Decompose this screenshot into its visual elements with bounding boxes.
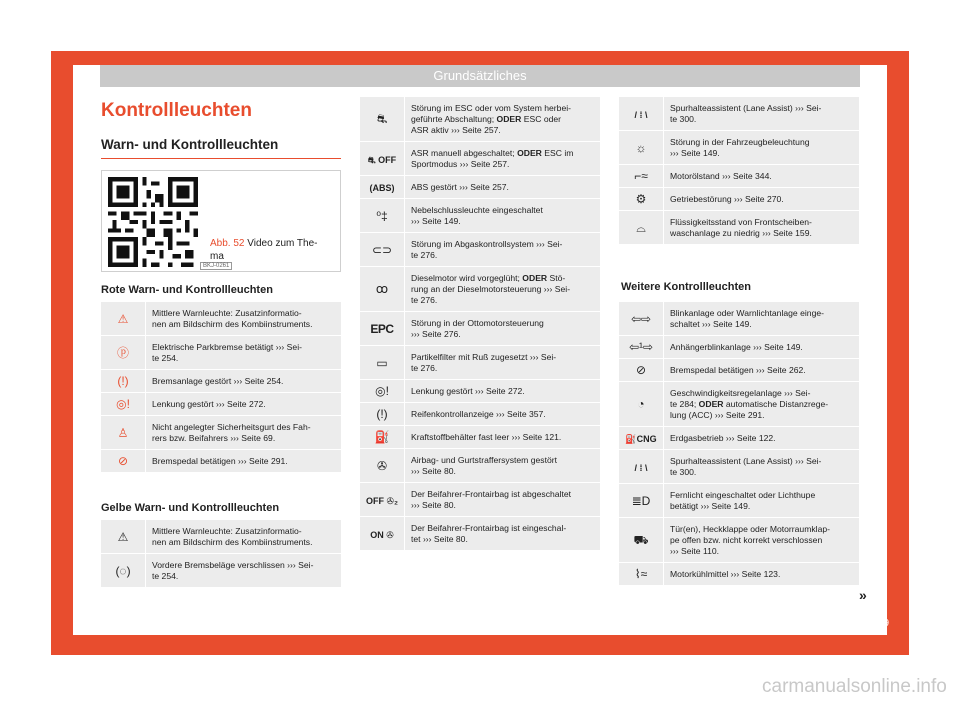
light-description: Tür(en), Heckklappe oder Motorraumklap- pe offen bzw. nicht korrekt verschlossen ››› Seite 110. xyxy=(670,523,830,556)
light-description: ABS gestört ››› Seite 257. xyxy=(411,181,509,192)
icon-cell xyxy=(619,211,664,244)
brake-pedal-icon: ⊘ xyxy=(635,363,647,377)
icon-cell xyxy=(619,97,664,130)
table-row xyxy=(619,302,859,335)
warning-triangle-icon: ⚠ xyxy=(117,311,129,326)
table-right-lights xyxy=(619,96,859,245)
light-description: Erdgasbetrieb ››› Seite 122. xyxy=(670,432,776,443)
table-row xyxy=(360,312,600,345)
table-row xyxy=(360,403,600,425)
table-row xyxy=(360,233,600,266)
washer-fluid-icon: ⌓ xyxy=(636,220,646,235)
cruise-control-icon: ◔ xyxy=(637,397,645,411)
icon-cell xyxy=(619,188,664,210)
exhaust-system-icon: ⊂⊃ xyxy=(371,242,393,257)
steering-fault-icon: ◎! xyxy=(375,384,389,398)
running-header: Grundsätzliches xyxy=(100,65,860,87)
table-row xyxy=(360,142,600,175)
light-description: Partikelfilter mit Ruß zugesetzt ››› Sei- te 276. xyxy=(411,351,557,373)
icon-cell xyxy=(360,517,405,550)
icon-cell xyxy=(619,427,664,449)
abs-icon: (ABS) xyxy=(369,183,395,193)
icon-cell xyxy=(101,554,146,587)
continue-mark: » xyxy=(859,587,867,603)
light-description: Spurhalteassistent (Lane Assist) ››› Sei- te 300. xyxy=(670,455,822,477)
table-row xyxy=(101,450,341,472)
light-description: Bremsanlage gestört ››› Seite 254. xyxy=(152,375,284,386)
table-row xyxy=(360,380,600,402)
glow-plug-icon: ꝏ xyxy=(375,282,389,296)
page-title: Kontrollleuchten xyxy=(101,100,252,121)
watermark: carmanualsonline.info xyxy=(762,676,947,697)
light-description: Der Beifahrer-Frontairbag ist abgeschaltet ››› Seite 80. xyxy=(411,488,572,510)
light-description: Nicht angelegter Sicherheitsgurt des Fah- rers bzw. Beifahrers ››› Seite 69. xyxy=(152,421,311,443)
table-yellow-lights xyxy=(101,519,341,588)
icon-cell xyxy=(360,267,405,311)
steering-fault-icon: ◎! xyxy=(116,397,130,411)
parking-brake-icon: ⓟ xyxy=(116,345,129,360)
light-description: Bremspedal betätigen ››› Seite 291. xyxy=(152,455,288,466)
table-row xyxy=(101,416,341,449)
esc-icon: ⛐ xyxy=(376,112,388,126)
icon-cell xyxy=(360,142,405,175)
icon-cell xyxy=(619,302,664,335)
light-description: Lenkung gestört ››› Seite 272. xyxy=(411,385,525,396)
brake-pedal-icon: ⊘ xyxy=(117,454,129,468)
epc-icon: EPC xyxy=(370,321,394,336)
table-row xyxy=(619,450,859,483)
fuel-icon: ⛽ xyxy=(374,430,390,444)
passenger-airbag-off-icon: OFF ✇₂ xyxy=(365,495,399,506)
table-row xyxy=(619,165,859,187)
light-description: Fernlicht eingeschaltet oder Lichthupe betätigt ››› Seite 149. xyxy=(670,489,816,511)
coolant-icon: ⌇≈ xyxy=(634,567,648,581)
light-description: Mittlere Warnleuchte: Zusatzinformatio- nen am Bildschirm des Kombiinstruments. xyxy=(152,307,313,329)
icon-cell xyxy=(360,97,405,141)
table-row xyxy=(619,336,859,358)
light-description: Nebelschlussleuchte eingeschaltet ››› Seite 149. xyxy=(411,204,543,226)
icon-cell xyxy=(360,483,405,516)
icon-cell xyxy=(360,449,405,482)
icon-cell xyxy=(619,450,664,483)
light-description: Motorölstand ››› Seite 344. xyxy=(670,170,772,181)
page-number: 39 xyxy=(878,618,890,629)
table-row xyxy=(101,554,341,587)
table-other-lights xyxy=(619,301,859,586)
icon-cell xyxy=(101,520,146,553)
table-row xyxy=(360,199,600,232)
table-row xyxy=(360,267,600,311)
light-description: Geschwindigkeitsregelanlage ››› Sei- te 284; ODER automatische Distanzrege- lung (ACC) ››› Seite 291. xyxy=(670,387,829,420)
icon-cell xyxy=(101,393,146,415)
table-row xyxy=(101,302,341,335)
cng-icon: ⛽CNG xyxy=(625,434,657,444)
icon-cell xyxy=(360,426,405,448)
figure-label: Abb. 52 xyxy=(210,238,245,249)
light-description: Vordere Bremsbeläge verschlissen ››› Sei- te 254. xyxy=(152,559,314,581)
figure-code: BKJ-0261 xyxy=(200,262,232,270)
light-description: Reifenkontrollanzeige ››› Seite 357. xyxy=(411,408,546,419)
table-row xyxy=(360,517,600,550)
table-row xyxy=(619,211,859,244)
icon-cell xyxy=(619,359,664,381)
icon-cell xyxy=(619,518,664,562)
section-title-other: Weitere Kontrollleuchten xyxy=(621,281,751,293)
figure-caption-text: Video zum The- ma xyxy=(210,238,318,262)
gearbox-icon: ⚙ xyxy=(635,192,647,206)
oil-level-icon: ⌐≈ xyxy=(634,169,648,183)
figure-video xyxy=(101,170,341,272)
light-description: Spurhalteassistent (Lane Assist) ››› Sei- te 300. xyxy=(670,102,822,124)
table-row xyxy=(360,97,600,141)
brake-system-icon: (!) xyxy=(117,374,129,388)
table-row xyxy=(360,449,600,482)
light-description: Mittlere Warnleuchte: Zusatzinformatio- nen am Bildschirm des Kombiinstruments. xyxy=(152,525,313,547)
icon-cell xyxy=(619,484,664,517)
light-description: Motorkühlmittel ››› Seite 123. xyxy=(670,568,781,579)
icon-cell xyxy=(360,312,405,345)
icon-cell xyxy=(360,346,405,379)
icon-cell xyxy=(360,199,405,232)
table-row xyxy=(360,483,600,516)
lane-assist-icon: / ⁞ \ xyxy=(634,462,648,473)
particle-filter-icon: ▭ xyxy=(376,355,388,370)
table-row xyxy=(619,188,859,210)
light-description: Elektrische Parkbremse betätigt ››› Sei- te 254. xyxy=(152,341,302,363)
light-description: Kraftstoffbehälter fast leer ››› Seite 121. xyxy=(411,431,562,442)
qr-code-icon[interactable] xyxy=(108,177,198,267)
door-open-icon: ⛟ xyxy=(633,533,649,547)
light-description: Bremspedal betätigen ››› Seite 262. xyxy=(670,364,806,375)
light-description: Airbag- und Gurtstraffersystem gestört ››› Seite 80. xyxy=(411,454,557,476)
trailer-turn-icon: ⇦¹⇨ xyxy=(628,340,654,354)
table-row xyxy=(619,131,859,164)
table-row xyxy=(101,520,341,553)
table-row xyxy=(360,346,600,379)
rear-fog-icon: ⁰‡ xyxy=(376,208,388,223)
light-description: Der Beifahrer-Frontairbag ist eingeschal- tet ››› Seite 80. xyxy=(411,522,567,544)
icon-cell xyxy=(619,382,664,426)
warning-triangle-icon: ⚠ xyxy=(117,529,129,544)
light-description: Anhängerblinkanlage ››› Seite 149. xyxy=(670,341,803,352)
light-description: Blinkanlage oder Warnlichtanlage einge- schaltet ››› Seite 149. xyxy=(670,307,824,329)
brake-pads-icon: (◌) xyxy=(115,563,131,578)
subtitle-rule xyxy=(101,158,341,159)
light-description: Störung in der Ottomotorsteuerung ››› Seite 276. xyxy=(411,317,544,339)
light-description: Störung im Abgaskontrollsystem ››› Sei- te 276. xyxy=(411,238,563,260)
icon-cell xyxy=(619,336,664,358)
high-beam-icon: ≣D xyxy=(631,493,651,508)
light-description: Flüssigkeitsstand von Frontscheiben- waschanlage zu niedrig ››› Seite 159. xyxy=(670,216,812,238)
table-red-lights xyxy=(101,301,341,473)
passenger-airbag-on-icon: ON ✇ xyxy=(370,529,394,540)
light-description: Störung in der Fahrzeugbeleuchtung ››› Seite 149. xyxy=(670,136,810,158)
light-description: ASR manuell abgeschaltet; ODER ESC im Sportmodus ››› Seite 257. xyxy=(411,147,574,169)
asr-off-icon: ⛐ OFF xyxy=(367,154,397,165)
tire-pressure-icon: (!) xyxy=(376,407,388,421)
light-description: Lenkung gestört ››› Seite 272. xyxy=(152,398,266,409)
turn-signal-icon: ⇦⇨ xyxy=(630,311,652,326)
table-row xyxy=(360,426,600,448)
icon-cell xyxy=(101,336,146,369)
light-description: Getriebestörung ››› Seite 270. xyxy=(670,193,784,204)
icon-cell xyxy=(101,450,146,472)
section-title-yellow: Gelbe Warn- und Kontrollleuchten xyxy=(101,502,280,514)
section-title-red: Rote Warn- und Kontrollleuchten xyxy=(101,284,273,296)
page xyxy=(73,65,890,635)
table-row xyxy=(360,176,600,198)
table-middle-lights xyxy=(360,96,600,551)
table-row xyxy=(619,97,859,130)
icon-cell xyxy=(360,403,405,425)
table-row xyxy=(101,370,341,392)
table-row xyxy=(619,359,859,381)
table-row xyxy=(619,382,859,426)
icon-cell xyxy=(360,176,405,198)
icon-cell xyxy=(360,380,405,402)
exterior-light-icon: ☼ xyxy=(635,140,647,155)
table-row xyxy=(101,393,341,415)
icon-cell xyxy=(619,131,664,164)
table-row xyxy=(101,336,341,369)
icon-cell xyxy=(619,165,664,187)
light-description: Dieselmotor wird vorgeglüht; ODER Stö- rung an der Dieselmotorsteuerung ››› Sei- te 276. xyxy=(411,272,571,305)
icon-cell xyxy=(101,416,146,449)
table-row xyxy=(619,518,859,562)
lane-assist-icon: / ⁞ \ xyxy=(634,109,648,120)
section-subtitle: Warn- und Kontrollleuchten xyxy=(101,137,279,152)
icon-cell xyxy=(619,563,664,585)
table-row xyxy=(619,484,859,517)
figure-caption xyxy=(210,237,335,263)
icon-cell xyxy=(360,233,405,266)
table-row xyxy=(619,427,859,449)
seatbelt-icon: ♙ xyxy=(117,425,129,440)
table-row xyxy=(619,563,859,585)
icon-cell xyxy=(101,370,146,392)
icon-cell xyxy=(101,302,146,335)
light-description: Störung im ESC oder vom System herbei- geführte Abschaltung; ODER ESC oder ASR aktiv ››› Seite 257. xyxy=(411,102,571,135)
airbag-icon: ✇ xyxy=(376,458,388,473)
